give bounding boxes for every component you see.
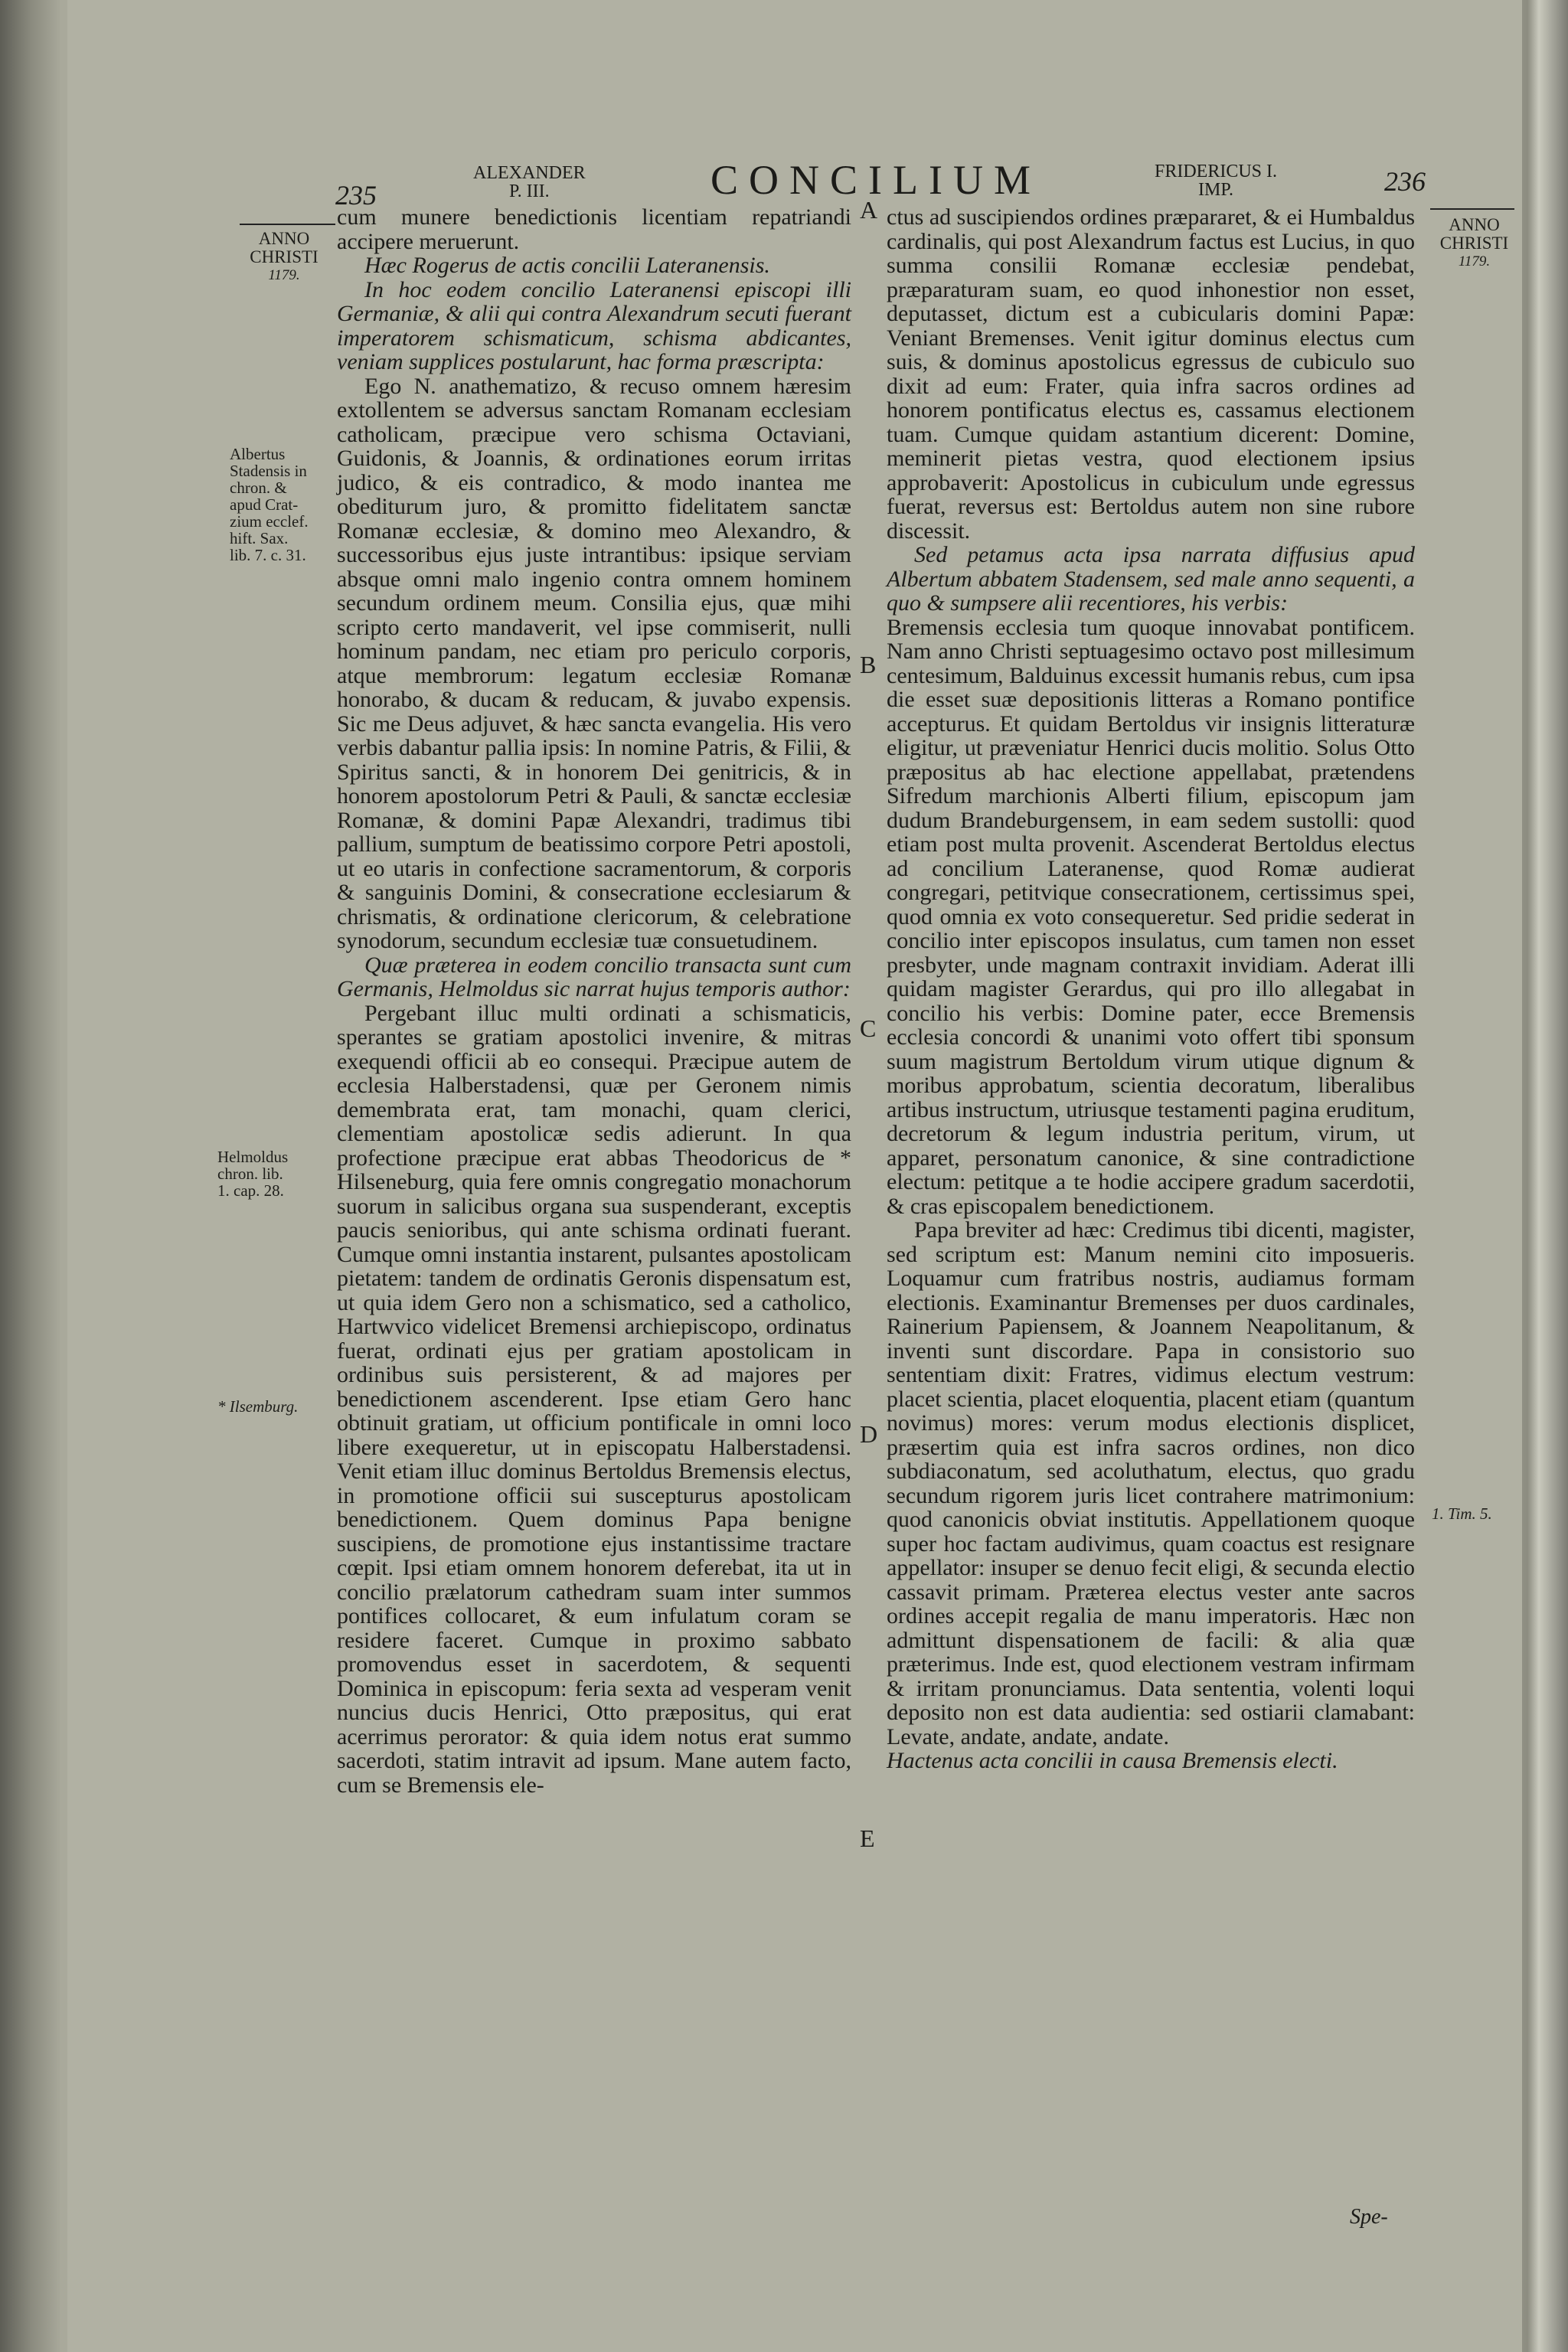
pope-number: P. III. — [508, 181, 550, 201]
right-paragraph-2: Sed petamus acta ipsa narrata diffusius apud Albertum abbatem Stadensem, sed male anno sequenti, a quo & sumpsere alii recentiores, his verbis: — [887, 542, 1415, 616]
page-number-left: 235 — [335, 180, 377, 211]
right-paragraph-3: Bremensis ecclesia tum quoque innovabat pontificem. Nam anno Christi septuagesimo octavo post millesimum centesimum, Balduinus excessit humanis rebus, cum ipsa die esset suæ depositionis litteras a Romano pontifice accepturus. Et quidam Bertoldus vir insignis litteraturæ eligitur, ut præveniatur Henrici ducis molitio. Solus Otto præpositus ab hac electione appellabat, prætendens Sifredum marchionis Alberti filium, episcopum jam dudum Brandeburgensem, in eam sedem sustolli: quod etiam post multa provenit. Ascenderat Bertoldus electus ad concilium Lateranense, quod Romæ audierat congregari, petitvique consecrationem, certissimus spei, quod omnia ex voto consequeretur. Sed pridie sederat in concilio inter episcopos insulatus, cum tamen non esset presbyter, unde magnam contraxit invidiam. Aderat illi quidam magister Gerardus, qui pro illo allegabat in concilio his verbis: Domine pater, ecce Bremensis ecclesia concordi & unanimi voto offert tibi sponsum suum magistrum Bertoldum virum utique dignum & moribus approbatum, scientia decoratum, liberalibus artibus instructum, utriusque testamenti pagina eruditum, decretorum & legum industria peritum, virum, ut apparet, personatum canonice, & sine contradictione electum: petitque a te hodie accipere gradum sacerdotii, & cras episcopalem benedictionem. — [887, 614, 1415, 1219]
left-paragraph-4: Ego N. anathematizo, & recuso omnem hæresim extollentem se adversus sanctam Romanam ecclesiam catholicam, præcipue vero schisma Octaviani, Guidonis, & Joannis, & ordinationes eorum irritas judico, & eis contradico, & modo inantea me obediturum juro, & promitto fidelitatem sanctæ Romanæ ecclesiæ, & domino meo Alexandro, & successoribus ejus juste intrantibus: ipsique serviam absque omni malo ingenio contra omnem hominem secundum ordinem meum. Consilia ejus, quæ mihi scripto certo mandaverit, vel ipse commiserit, nulli hominum pandam, nec etiam pro periculo corporis, atque membrorum: legatum ecclesiæ Romanæ honorabo, & ducam & reducam, & juvabo expensis. Sic me Deus adjuvet, & hæc sancta evangelia. His vero verbis dabantur pallia ipsis: In nomine Patris, & Filii, & Spiritus sancti, & in honorem Dei genitricis, & in honorem apostolorum Petri & Pauli, & sanctæ ecclesiæ Romanæ, & domini Papæ Alexandri, tradimus tibi pallium, sumptum de beatissimo corpore Petri apostoli, ut eo utaris in confectione sacramentorum, & corporis & sanguinis Domini, & consecratione ecclesiarum & chrismatis, & ordinatione clericorum, & celebratione synodorum, secundum ecclesiæ tuæ consuetudinem. — [337, 373, 851, 953]
anno-label-left: ANNO CHRISTI 1179. — [250, 229, 318, 283]
margin-note-helmoldus: Helmoldus chron. lib. 1. cap. 28. — [217, 1148, 289, 1200]
catchword: Spe- — [1350, 2205, 1388, 2229]
pope-name: ALEXANDER — [473, 163, 586, 183]
margin-note-albertus: Albertus Stadensis in chron. & apud Crat- zium ecclef. hift. Sax. lib. 7. c. 31. — [230, 445, 309, 564]
page-title: CONCILIUM — [710, 157, 1041, 203]
section-mark-d: D — [860, 1420, 878, 1448]
emperor-title: IMP. — [1198, 180, 1234, 200]
right-paragraph-1: ctus ad suscipiendos ordines præpararet, & ei Humbaldus cardinalis, qui post Alexandrum factus est Lucius, in quo summa consilii Romanæ ecclesiæ pendebat, præparaturam suam, eo quod inhonestior non esset, deputasset, dictum est a cubicularis domini Papæ: Veniant Bremenses. Venit igitur dominus electus cum suis, & dominus apostolicus egressus de cubiculo suo dixit ad eum: Frater, quia infra sacros ordines ad honorem pontificatus electus es, cassamus electionem tuam. Cumque quidam astantium dicerent: Domine, meminerit pietas vestra, quod electionem ipsius approbaverit: Apostolicus in cubiculum unde egressus fuerat, reversus est: Bertoldus autem non sine rubore discessit. — [887, 204, 1415, 544]
section-mark-c: C — [860, 1014, 877, 1042]
left-paragraph-5: Quæ præterea in eodem concilio transacta sunt cum Germanis, Helmoldus sic narrat hujus temporis author: — [337, 952, 851, 1001]
right-paragraph-5: Hactenus acta concilii in causa Bremensis electi. — [887, 1748, 1338, 1773]
book-page — [67, 0, 1522, 2352]
section-mark-a: A — [860, 196, 878, 224]
left-column-text — [337, 205, 851, 1797]
running-header — [67, 150, 1522, 211]
emperor-name: FRIDERICUS I. — [1155, 162, 1278, 181]
left-dash-rule — [240, 224, 335, 225]
header-emperor — [1155, 162, 1277, 199]
section-mark-b: B — [860, 651, 877, 678]
right-dash-rule — [1430, 208, 1514, 210]
left-paragraph-3: In hoc eodem concilio Lateranensi episcopi illi Germaniæ, & alii qui contra Alexandrum secuti fuerant imperatorem schismaticum, schisma abdicantes, veniam supplices postularunt, hac forma præscripta: — [337, 276, 851, 374]
margin-note-ilsenburg: * Ilsemburg. — [217, 1397, 299, 1416]
anno-label-right: ANNO CHRISTI 1179. — [1439, 215, 1509, 270]
section-mark-e: E — [860, 1824, 875, 1852]
left-paragraph-6: Pergebant illuc multi ordinati a schismaticis, sperantes se gratiam apostolici invenire, & mitras exequendi officii ab eo consequi. Præcipue autem de ecclesia Halberstadensi, quæ per Geronem nimis demembrata erat, tam monachi, quam clerici, clementiam apostolicæ sedis adierunt. In qua profectione præcipue erat abbas Theodoricus de * Hilseneburg, quia fere omnis congregatio monachorum suorum in salicibus organa sua suspenderant, exceptis paucis senioribus, qui ante schisma ordinati fuerant. Cumque omni instantia instarent, pulsantes apostolicam pietatem: tandem de ordinatis Geronis dispensatum est, ut quia idem Gero non a schismatico, sed a catholico, Hartwvico videlicet Bremensi archiepiscopo, ordinatus fuerat, ordinati ejus per gratiam apostolicam in ordinibus suis persisterent, & ad majores per benedictionem ascenderent. Ipse etiam Gero hanc obtinuit gratiam, ut officium pontificale in omni loco libere exequeretur, ut in episcopatu Halberstadensi. Venit etiam illuc dominus Bertoldus Bremensis electus, in promotione officii sui suscepturus apostolicam benedictionem. Quem dominus Papa benigne suscipiens, de promotione ejus instantissime tractare cœpit. Ipsi etiam omnem honorem deferebat, ita ut in concilio prælatorum cathedram suam inter summos pontifices collocaret, & eum infulatum coram se residere faceret. Cumque in proximo sabbato promovendus esset in sacerdotem, & sequenti Dominica in episcopum: feria sexta ad vesperam venit nuncius ducis Henrici, Otto præpositus, qui erat acerrimus perorator: & quia idem notus erat summo sacerdoti, statim intravit ad ipsum. Mane autem facto, cum se Bremensis ele- — [337, 1000, 851, 1798]
right-column — [887, 205, 1415, 1773]
header-pope — [473, 164, 586, 201]
left-column — [337, 205, 851, 1797]
page-number-right: 236 — [1384, 166, 1426, 197]
right-paragraph-4: Papa breviter ad hæc: Credimus tibi dicenti, magister, sed scriptum est: Manum nemini cito imposueris. Loquamur cum fratribus nostris, audiamus formam electionis. Examinantur Bremenses per duos cardinales, Rainerium Papiensem, & Joannem Neapolitanum, & inventi sunt discordare. Papa in consistorio suo sententiam dixit: Fratres, vidimus electum vestrum: placet scientia, placet eloquentia, placent etiam (quantum novimus) mores: verum modus electionis displicet, præsertim quia est infra sacros ordines, non dico subdiaconatum, sed acoluthatum, electus, quo gradu secundum rigorem juris licet contrahere matrimonium: quod canonicis obviat institutis. Appellationem quoque super hoc factam audivimus, quam coactus est resignare appellator: insuper se denuo fecit eligi, & secunda electio cassavit primam. Præterea electus vester ante sacros ordines accepit regalia de manu imperatoris. Hæc non admittunt dispensationem de facili: & alia quæ præterimus. Inde est, quod electionem vestram infirmam & irritam pronunciamus. Data sententia, volenti loqui deposito non est data audientia: sed ostiarii clamabant: Levate, andate, andate, andate. — [887, 1217, 1415, 1749]
margin-note-tim: 1. Tim. 5. — [1432, 1504, 1492, 1523]
right-column-text — [887, 205, 1415, 1773]
left-paragraph-2: Hæc Rogerus de actis concilii Lateranensis. — [364, 253, 770, 278]
left-paragraph-1: cum munere benedictionis licentiam repatriandi accipere meruerunt. — [337, 204, 851, 254]
